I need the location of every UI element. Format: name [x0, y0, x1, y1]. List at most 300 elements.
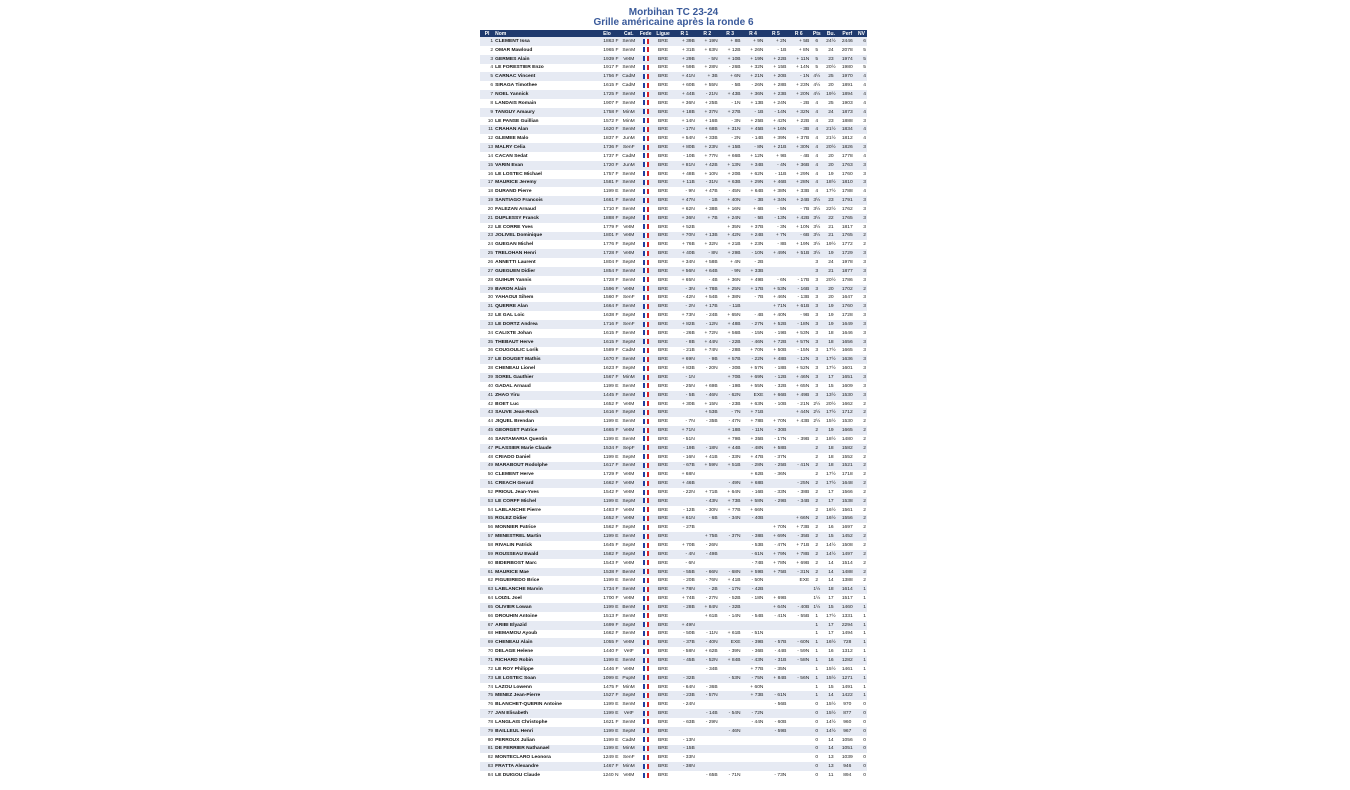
cell-federation [638, 638, 653, 647]
french-flag-icon [643, 224, 649, 229]
cell-round-1: + 74B [681, 596, 695, 602]
cell-elo: 1728 F [603, 277, 619, 283]
cell-points: 3 [810, 302, 823, 311]
cell-category: SepM [620, 338, 639, 347]
cell-performance: 1877 [839, 267, 856, 276]
cell-federation [638, 117, 653, 126]
french-flag-icon [643, 658, 649, 663]
french-flag-icon [643, 516, 649, 521]
cell-elo: 1542 F [603, 489, 619, 495]
cell-round-1: - 13N [682, 737, 695, 743]
cell-league: BRE [653, 603, 673, 612]
column-header: Pl [480, 30, 494, 37]
cell-performance: 1530 [841, 419, 853, 425]
cell-round-6: + 78B [787, 550, 810, 559]
column-header: R 5 [764, 30, 787, 37]
cell-category: VetM [623, 401, 635, 407]
cell-round-1: + 70B [681, 543, 695, 549]
cell-round-6: - 55B [797, 613, 810, 619]
cell-round-1: + 36N [681, 100, 695, 106]
table-row [480, 638, 867, 647]
cell-name: CHENEAU Alain [494, 638, 594, 647]
cell-name: GUEGAN Michel [495, 242, 534, 248]
french-flag-icon [643, 436, 649, 441]
cell-round-4 [742, 603, 765, 612]
cell-buchholz: 21 [823, 267, 838, 276]
cell-category: SenM [620, 125, 639, 134]
cell-performance: 1488 [839, 568, 856, 577]
cell-round-4: + 35B [750, 436, 764, 442]
cell-elo: 1652 F [594, 515, 619, 524]
cell-round-1: - 27B [683, 525, 695, 531]
cell-points: 2 [815, 560, 819, 566]
cell-points: 1½ [813, 596, 821, 602]
cell-federation [638, 223, 653, 232]
cell-round-5: - 4N [764, 161, 787, 170]
table-row [480, 338, 867, 347]
cell-name: LE PANSE Guillian [495, 118, 539, 124]
cell-category: SenM [620, 355, 639, 364]
cell-league: BRE [653, 497, 673, 506]
cell-buchholz: 11 [828, 772, 834, 778]
cell-points: 3½ [813, 224, 821, 230]
cell-federation [638, 462, 653, 471]
cell-buchholz: 17 [823, 373, 838, 382]
french-flag-icon [643, 251, 649, 256]
cell-round-2: + 55N [704, 83, 718, 89]
cell-elo: 1199 E [594, 656, 619, 665]
cell-name: CACAN Sedat [495, 153, 528, 159]
cell-points: 2 [815, 472, 819, 478]
cell-elo: 1475 F [603, 684, 619, 690]
cell-elo: 1199 E [603, 737, 619, 743]
cell-elo: 1888 F [594, 214, 619, 223]
cell-round-2: + 23N [696, 143, 719, 152]
cell-place: 18 [487, 189, 494, 195]
cell-wins: 1 [856, 585, 867, 594]
cell-round-3: - 62N [719, 391, 742, 400]
cell-round-3 [719, 762, 742, 771]
cell-round-4: + 13B [750, 100, 764, 106]
french-flag-icon [643, 198, 649, 203]
cell-round-3: - 17N [719, 585, 742, 594]
cell-federation [638, 762, 653, 771]
cell-league: BRE [653, 125, 673, 134]
cell-round-5: + 20B [764, 72, 787, 81]
cell-category: VetM [623, 489, 635, 495]
cell-round-3: - 47N [728, 419, 741, 425]
table-row [480, 347, 867, 356]
cell-name: ROLEZ Didier [494, 515, 594, 524]
cell-name: JAN Elisabeth [494, 709, 594, 718]
cell-round-4: + 6B [753, 206, 764, 212]
cell-round-2: + 53B [696, 408, 719, 417]
cell-round-4: + 36N [742, 90, 765, 99]
cell-name: SAUVE Jean-Roch [494, 408, 594, 417]
cell-federation [638, 125, 653, 134]
cell-wins: 2 [856, 232, 867, 241]
cell-name: CRAHAN Alan [494, 125, 594, 134]
cell-points: 4½ [810, 90, 823, 99]
cell-name: LE FORESTIER Enzo [495, 65, 544, 71]
french-flag-icon [643, 401, 649, 406]
cell-round-3: + 66B [727, 153, 741, 159]
cell-buchholz: 20½ [823, 143, 838, 152]
cell-buchholz: 15½ [826, 702, 836, 708]
french-flag-icon [643, 383, 649, 388]
cell-name: RIVALIN Patrick [495, 543, 533, 549]
cell-round-6: - 12N [787, 355, 810, 364]
cell-round-1: - 12B [683, 507, 695, 513]
column-header: R 1 [673, 30, 696, 37]
cell-league: BRE [653, 232, 673, 241]
cell-round-4: + 69N [742, 373, 765, 382]
cell-round-4 [742, 700, 765, 709]
cell-name: JIQUEL Brendan [495, 419, 534, 425]
cell-federation [638, 72, 653, 81]
table-body [480, 37, 867, 780]
cell-federation [638, 594, 653, 603]
cell-round-5: + 78N [773, 560, 787, 566]
cell-round-3 [719, 753, 742, 762]
cell-round-4: + 55N [750, 383, 764, 389]
cell-round-5 [764, 621, 787, 630]
cell-round-1 [673, 727, 696, 736]
cell-federation [638, 364, 653, 373]
cell-round-4: - 4B [754, 313, 764, 319]
cell-round-1: - 7N [685, 419, 695, 425]
cell-buchholz: 16 [828, 525, 834, 531]
cell-name: VARIN Evan [494, 161, 594, 170]
cell-buchholz: 18 [823, 585, 838, 594]
cell-round-1: + 76B [681, 242, 695, 248]
cell-round-5: - 12B [764, 373, 787, 382]
cell-points: 3½ [810, 232, 823, 241]
cell-points: 2 [810, 444, 823, 453]
cell-elo: 1249 E [602, 755, 619, 761]
french-flag-icon [643, 543, 649, 548]
cell-place: 35 [480, 338, 494, 347]
cell-buchholz: 17 [823, 621, 838, 630]
table-row [480, 99, 867, 108]
page-subtitle: Grille américaine après la ronde 6 [593, 17, 754, 28]
table-row [480, 240, 867, 249]
cell-round-2: + 47B [704, 189, 718, 195]
table-row [480, 232, 867, 241]
cell-elo: 1596 F [594, 285, 619, 294]
cell-league: BRE [658, 330, 669, 336]
cell-round-2: - 36B [705, 684, 718, 690]
cell-round-1 [673, 771, 696, 780]
cell-elo: 1907 F [603, 100, 619, 106]
cell-place: 75 [480, 691, 494, 700]
table-row [480, 762, 867, 771]
cell-place: 1 [480, 37, 494, 46]
cell-wins: 3 [856, 391, 867, 400]
cell-round-2: + 75B [696, 532, 719, 541]
cell-name: LE DORTZ Andrea [494, 320, 594, 329]
cell-place: 17 [480, 179, 494, 188]
cell-round-3: - 53N [719, 674, 742, 683]
cell-round-2: + 28N [704, 65, 718, 71]
column-header: NV [856, 30, 867, 37]
cell-wins: 1 [863, 684, 866, 690]
cell-place: 19 [480, 196, 494, 205]
cell-round-3 [719, 665, 742, 674]
cell-wins: 1 [863, 613, 866, 619]
cell-performance: 1494 [841, 631, 853, 637]
cell-round-1: - 6N [685, 560, 695, 566]
table-row [480, 479, 867, 488]
cell-points: 3 [810, 338, 823, 347]
cell-round-2 [696, 523, 719, 532]
cell-place: 12 [487, 136, 494, 142]
cell-wins: 2 [856, 497, 867, 506]
cell-round-1: - 17N [673, 125, 696, 134]
french-flag-icon [643, 207, 649, 212]
french-flag-icon [643, 507, 649, 512]
cell-buchholz: 23 [823, 55, 838, 64]
cell-performance: 1728 [841, 313, 853, 319]
cell-name: COUGOULIC Lorik [495, 348, 539, 354]
cell-place: 66 [487, 613, 494, 619]
cell-round-4 [742, 302, 765, 311]
cell-buchholz: 16 [828, 649, 834, 655]
table-row [480, 55, 867, 64]
cell-name: CLEMENT Issa [494, 37, 594, 46]
cell-round-1: + 49N [673, 621, 696, 630]
table-row [480, 408, 867, 417]
table-row [480, 736, 867, 745]
cell-name: HEMAMOU Ayoub [495, 631, 538, 637]
cell-round-6: - 7B [800, 206, 810, 212]
cell-performance: 1665 [839, 426, 856, 435]
cell-round-5: + 9B [776, 153, 787, 159]
cell-performance: 1718 [841, 472, 853, 478]
cell-round-4: EXE [742, 391, 765, 400]
cell-category: SenM [620, 656, 639, 665]
cell-name: LABLANCHE Pierre [495, 507, 541, 513]
cell-name: MALRY Celia [494, 143, 594, 152]
cell-round-4: - 46N [742, 338, 765, 347]
cell-points: 2 [810, 550, 823, 559]
cell-league: BRE [658, 472, 669, 478]
cell-name: GUIHUR Yannis [495, 277, 532, 283]
cell-wins: 1 [856, 691, 867, 700]
cell-round-6: + 51B [787, 249, 810, 258]
cell-place: 46 [487, 436, 494, 442]
cell-name: CRIADO Daniel [495, 454, 531, 460]
cell-wins: 2 [856, 285, 867, 294]
cell-name: THEBAUT Herve [494, 338, 594, 347]
cell-federation [638, 550, 653, 559]
cell-place: 37 [480, 355, 494, 364]
cell-wins: 3 [863, 171, 866, 177]
cell-elo: 1199 E [603, 702, 619, 708]
cell-round-6: - 31N [787, 568, 810, 577]
cell-points: 3 [810, 355, 823, 364]
cell-place: 28 [487, 277, 494, 283]
cell-round-6: + 69B [796, 560, 810, 566]
cell-round-6: - 6B [787, 232, 810, 241]
standings-page [480, 8, 867, 780]
cell-league: BRE [658, 100, 669, 106]
cell-round-2: - 21N [696, 90, 719, 99]
cell-points: 3½ [813, 242, 821, 248]
cell-round-3: - 68N [719, 568, 742, 577]
cell-wins: 4 [863, 136, 866, 142]
table-row [480, 196, 867, 205]
cell-category: SenM [622, 613, 636, 619]
cell-round-2: + 41B [704, 454, 718, 460]
cell-league: BRE [653, 90, 673, 99]
cell-category: SenM [622, 65, 636, 71]
table-row [480, 576, 867, 585]
cell-name: BOET Luc [495, 401, 519, 407]
cell-federation [638, 267, 653, 276]
cell-name: JOLIVEL Dominique [494, 232, 594, 241]
cell-league: BRE [653, 108, 673, 117]
table-row [480, 683, 867, 692]
column-header: Ligue [653, 30, 673, 37]
cell-elo: 1615 F [603, 330, 619, 336]
cell-performance: 1331 [841, 613, 853, 619]
cell-category: CadM [622, 348, 636, 354]
cell-round-4 [742, 762, 765, 771]
cell-round-2: + 63N [704, 47, 718, 53]
cell-league: BRE [653, 267, 673, 276]
cell-round-6: + 28N [787, 179, 810, 188]
cell-federation [638, 170, 653, 179]
cell-buchholz: 14 [823, 691, 838, 700]
cell-round-4: - 15N [751, 330, 764, 336]
cell-place: 40 [487, 383, 494, 389]
cell-wins: 1 [856, 603, 867, 612]
cell-wins: 3 [863, 118, 866, 124]
cell-federation [638, 355, 653, 364]
cell-category: SenM [620, 90, 639, 99]
french-flag-icon [643, 454, 649, 459]
table-row [480, 364, 867, 373]
cell-federation [638, 258, 653, 267]
cell-category: MinM [620, 745, 639, 754]
cell-category: SenM [620, 196, 639, 205]
cell-name: LOIZIL Joel [495, 596, 522, 602]
cell-performance: 1422 [839, 691, 856, 700]
cell-round-5: + 2N [764, 37, 787, 46]
cell-round-6: - 40B [787, 603, 810, 612]
cell-round-2: - 14B [696, 709, 719, 718]
cell-points: 3½ [810, 249, 823, 258]
cell-place: 6 [490, 83, 494, 89]
cell-place: 72 [487, 666, 494, 672]
cell-category: SenM [620, 462, 639, 471]
cell-place: 15 [480, 161, 494, 170]
table-row [480, 585, 867, 594]
column-header: R 4 [742, 30, 765, 37]
cell-wins: 2 [863, 242, 866, 248]
cell-place: 54 [487, 507, 494, 513]
cell-round-1: - 38N [673, 762, 696, 771]
cell-buchholz: 18 [828, 330, 834, 336]
cell-league: BRE [653, 638, 673, 647]
cell-points: 2 [810, 426, 823, 435]
cell-round-5: + 66B [764, 391, 787, 400]
cell-federation [638, 179, 653, 188]
cell-place: 49 [480, 462, 494, 471]
cell-points: 0 [815, 719, 819, 725]
cell-wins: 0 [856, 762, 867, 771]
cell-round-2: - 4B [708, 277, 718, 283]
french-flag-icon [643, 525, 649, 530]
cell-round-1: - 25N [682, 383, 695, 389]
cell-round-3 [719, 621, 742, 630]
french-flag-icon [643, 410, 649, 415]
cell-round-1: + 48B [681, 171, 695, 177]
cell-place: 24 [487, 242, 494, 248]
cell-league: BRE [658, 419, 669, 425]
cell-round-3: + 77B [727, 507, 741, 513]
cell-name: YAHAOUI Sihem [495, 295, 534, 301]
cell-elo: 1240 N [602, 772, 619, 778]
cell-points: 4 [810, 108, 823, 117]
table-row [480, 550, 867, 559]
cell-round-4: + 77B [750, 666, 764, 672]
cell-buchholz: 17 [823, 497, 838, 506]
cell-round-3: - 28B [728, 348, 741, 354]
cell-league: BRE [653, 621, 673, 630]
table-row [480, 276, 867, 285]
cell-federation [638, 585, 653, 594]
cell-place: 13 [480, 143, 494, 152]
cell-round-1: - 50B [683, 631, 695, 637]
cell-name: BAILLEUL Henri [494, 727, 594, 736]
cell-wins: 4 [863, 189, 866, 195]
cell-round-6: + 52N [796, 366, 810, 372]
cell-buchholz: 17 [828, 596, 834, 602]
cell-points: 2 [815, 489, 819, 495]
cell-elo: 1538 F [594, 568, 619, 577]
cell-wins: 4 [856, 125, 867, 134]
cell-league: BRE [658, 295, 669, 301]
cell-place: 44 [487, 419, 494, 425]
cell-place: 41 [480, 391, 494, 400]
cell-federation [638, 285, 653, 294]
cell-federation [638, 771, 653, 780]
cell-round-2: + 77N [704, 153, 718, 159]
cell-round-6: + 30N [787, 143, 810, 152]
cell-round-5: - 36N [774, 472, 787, 478]
cell-performance: 1651 [839, 373, 856, 382]
cell-buchholz: 21 [828, 224, 834, 230]
cell-round-4: - 48N [742, 444, 765, 453]
cell-round-6: + 37B [796, 136, 810, 142]
cell-points: 2½ [813, 419, 821, 425]
cell-performance: 1514 [841, 560, 853, 566]
cell-buchholz: 20 [823, 161, 838, 170]
cell-round-5: + 72B [764, 338, 787, 347]
cell-name: CREACH Gerard [494, 479, 594, 488]
cell-performance: 1552 [841, 454, 853, 460]
cell-name: CLEMENT Herve [495, 472, 534, 478]
cell-performance: 1647 [841, 295, 853, 301]
cell-wins: 2 [863, 543, 866, 549]
cell-round-4: + 12N [750, 153, 764, 159]
cell-name: ROUSSEAU Ewald [494, 550, 594, 559]
cell-round-6: + 53N [796, 330, 810, 336]
cell-buchholz: 16½ [826, 507, 836, 513]
cell-elo: 1623 F [603, 366, 619, 372]
